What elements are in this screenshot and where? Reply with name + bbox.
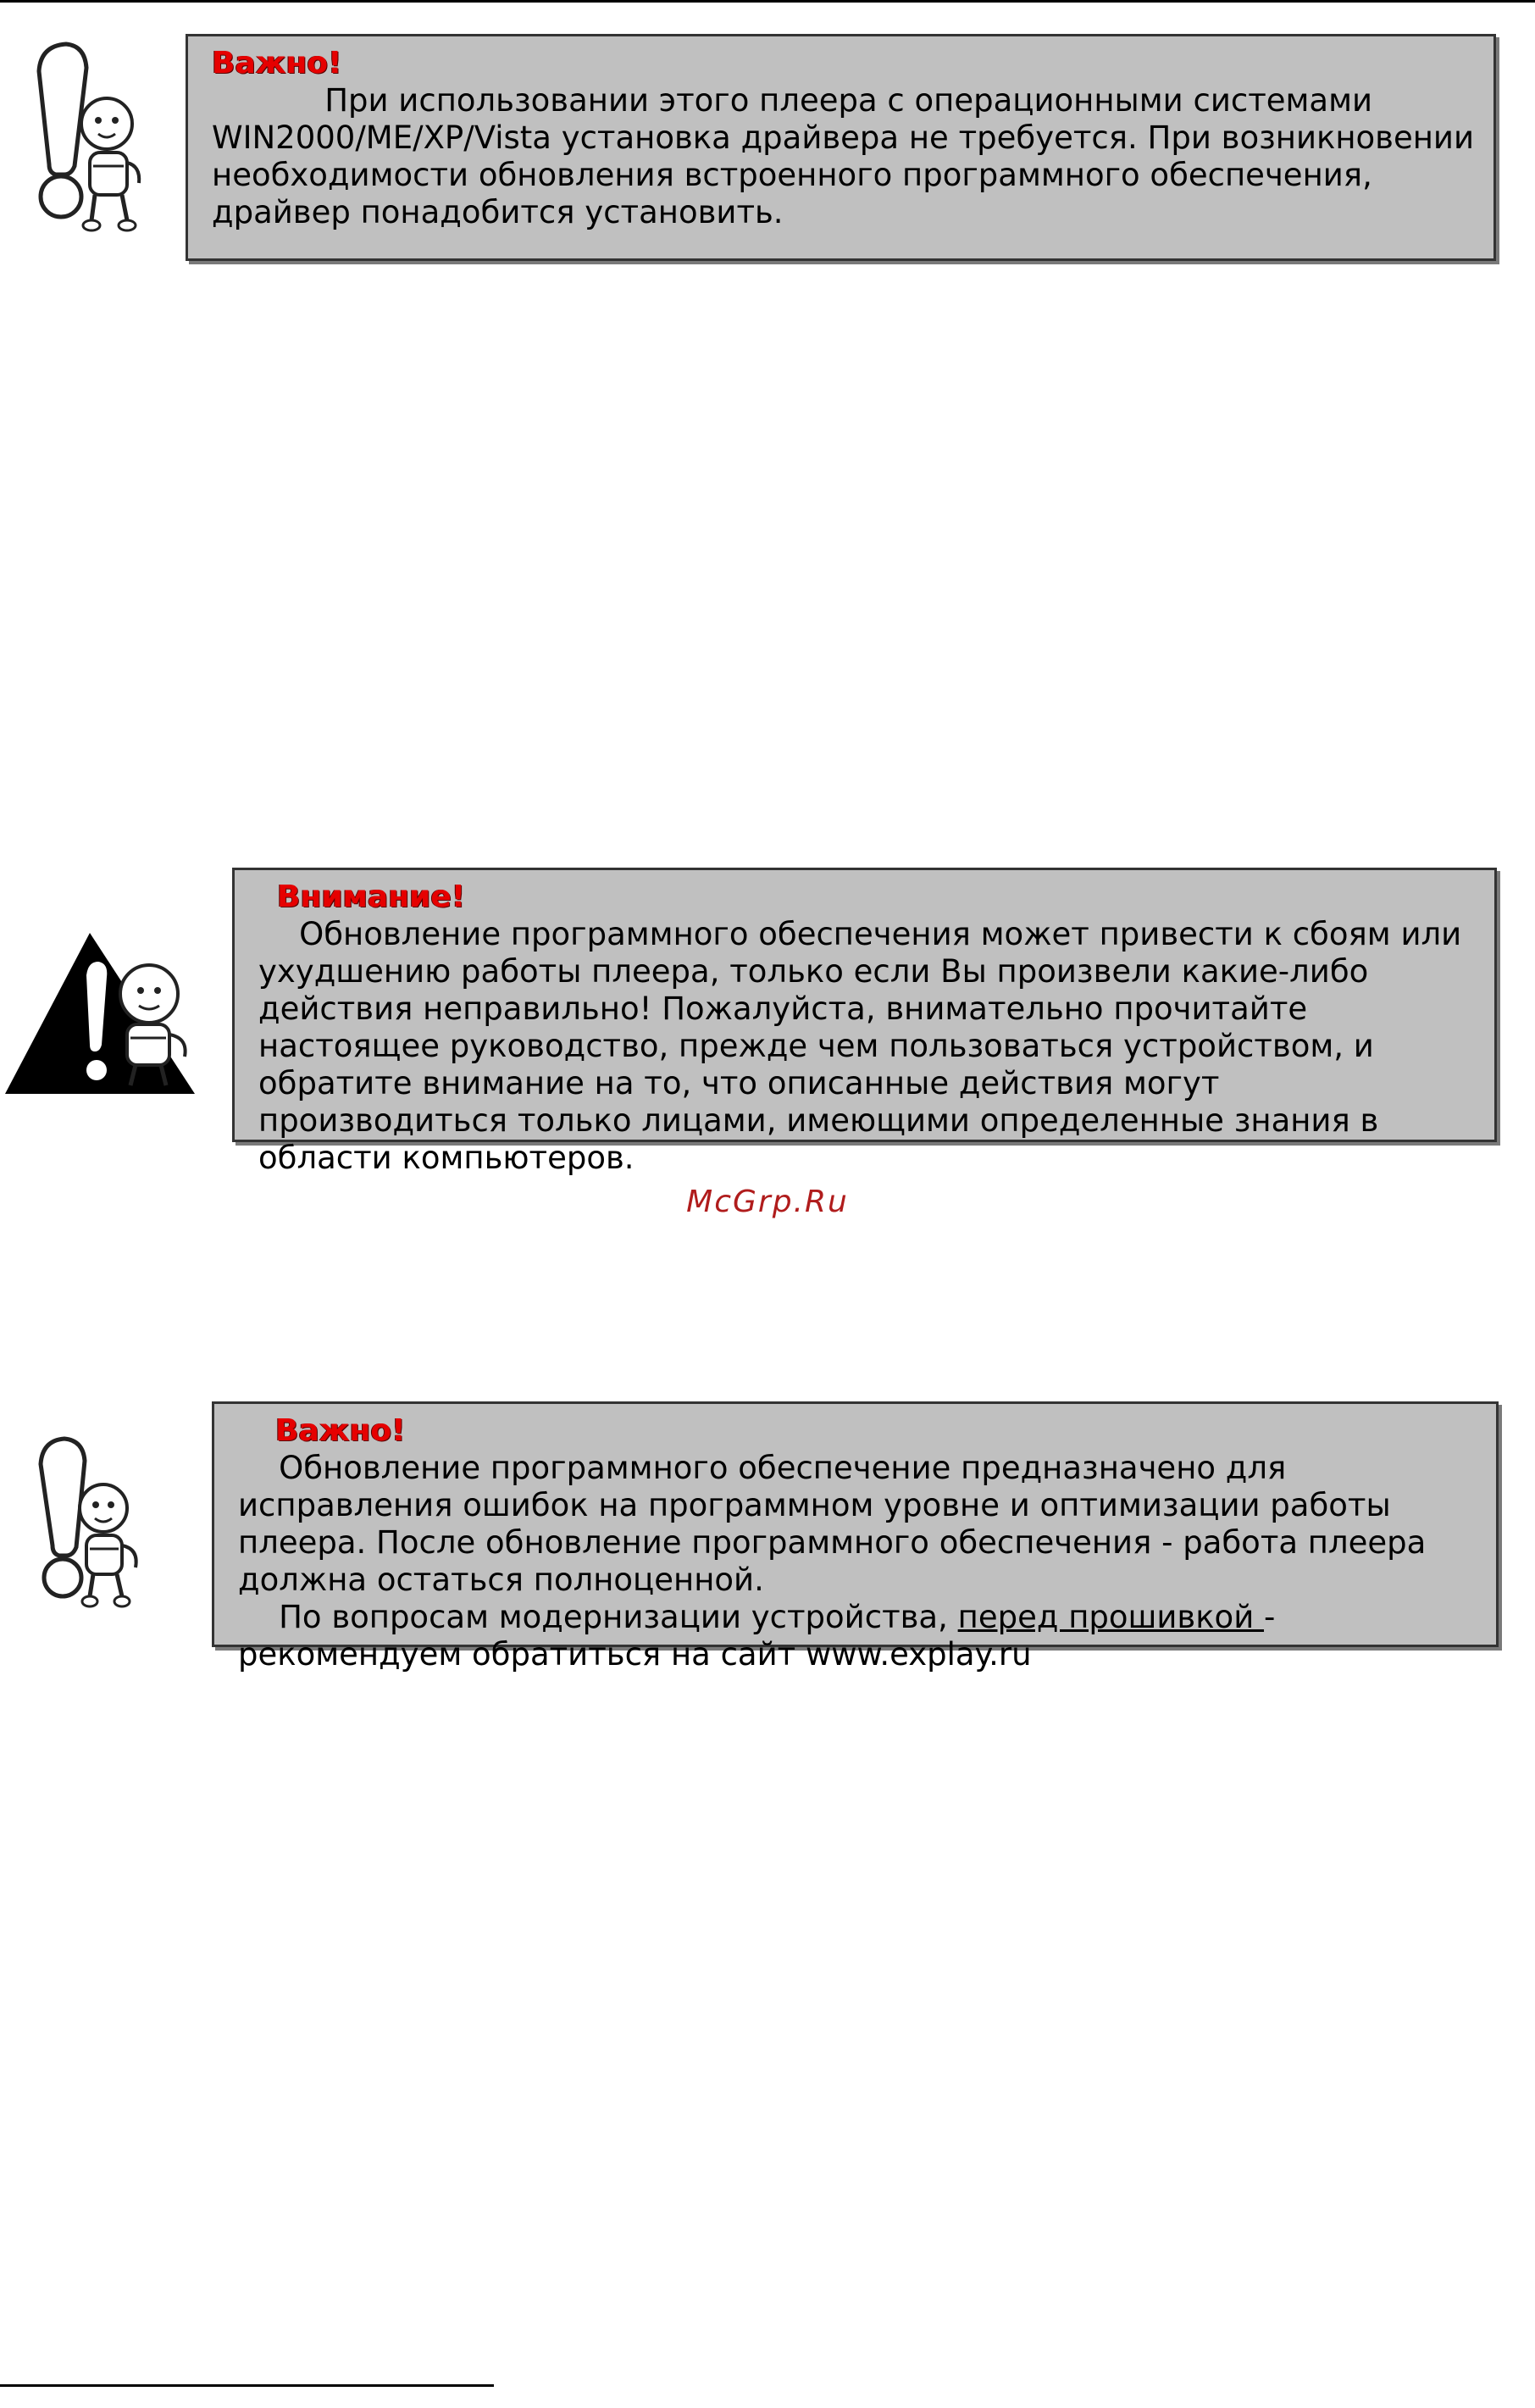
notice-heading: Важно! <box>275 1413 406 1448</box>
attention-notice <box>232 868 1497 1176</box>
important-notice-2 <box>212 1401 1499 1673</box>
notice-heading: Важно! <box>212 46 342 80</box>
contact-text-before: По вопросам модернизации устройства, <box>279 1599 958 1635</box>
notice-text: При использовании этого плеера с операционными системами WIN2000/ME/XP/Vista установка драйвера не требуется. При возникновении необходимости обновления встроенного программного обеспечения, драйвер понадобится установить. <box>212 82 1475 230</box>
exclamation-robot-icon <box>22 39 166 239</box>
contact-text-after: - рекомендуем обратиться на сайт www.explay.ru <box>238 1599 1276 1673</box>
notice-contact-text <box>238 1599 1477 1673</box>
exclamation-robot-icon <box>34 1435 152 1613</box>
watermark: McGrp.Ru <box>686 1185 849 1219</box>
important-notice-1 <box>186 34 1496 261</box>
notice-heading: Внимание! <box>277 879 466 914</box>
before-flashing-underlined: перед прошивкой <box>957 1599 1265 1635</box>
top-rule <box>0 0 1535 3</box>
notice-text: Обновление программного обеспечение предназначено для исправления ошибок на программном уровне и оптимизации работы плеера. После обновление программного обеспечения - работа плеера должна остаться полноценной. <box>238 1450 1427 1598</box>
warning-triangle-robot-icon <box>0 928 200 1099</box>
footnote-rule <box>0 2384 494 2387</box>
notice-text: Обновление программного обеспечения может привести к сбоям или ухудшению работы плеера, только если Вы произвели какие-либо действия неправильно! Пожалуйста, внимательно прочитайте настоящее руководство, прежде чем пользоваться устройством, и обратите внимание на то, что описанные действия могут производиться только лицами, имеющими определенные знания в области компьютеров. <box>258 916 1462 1176</box>
